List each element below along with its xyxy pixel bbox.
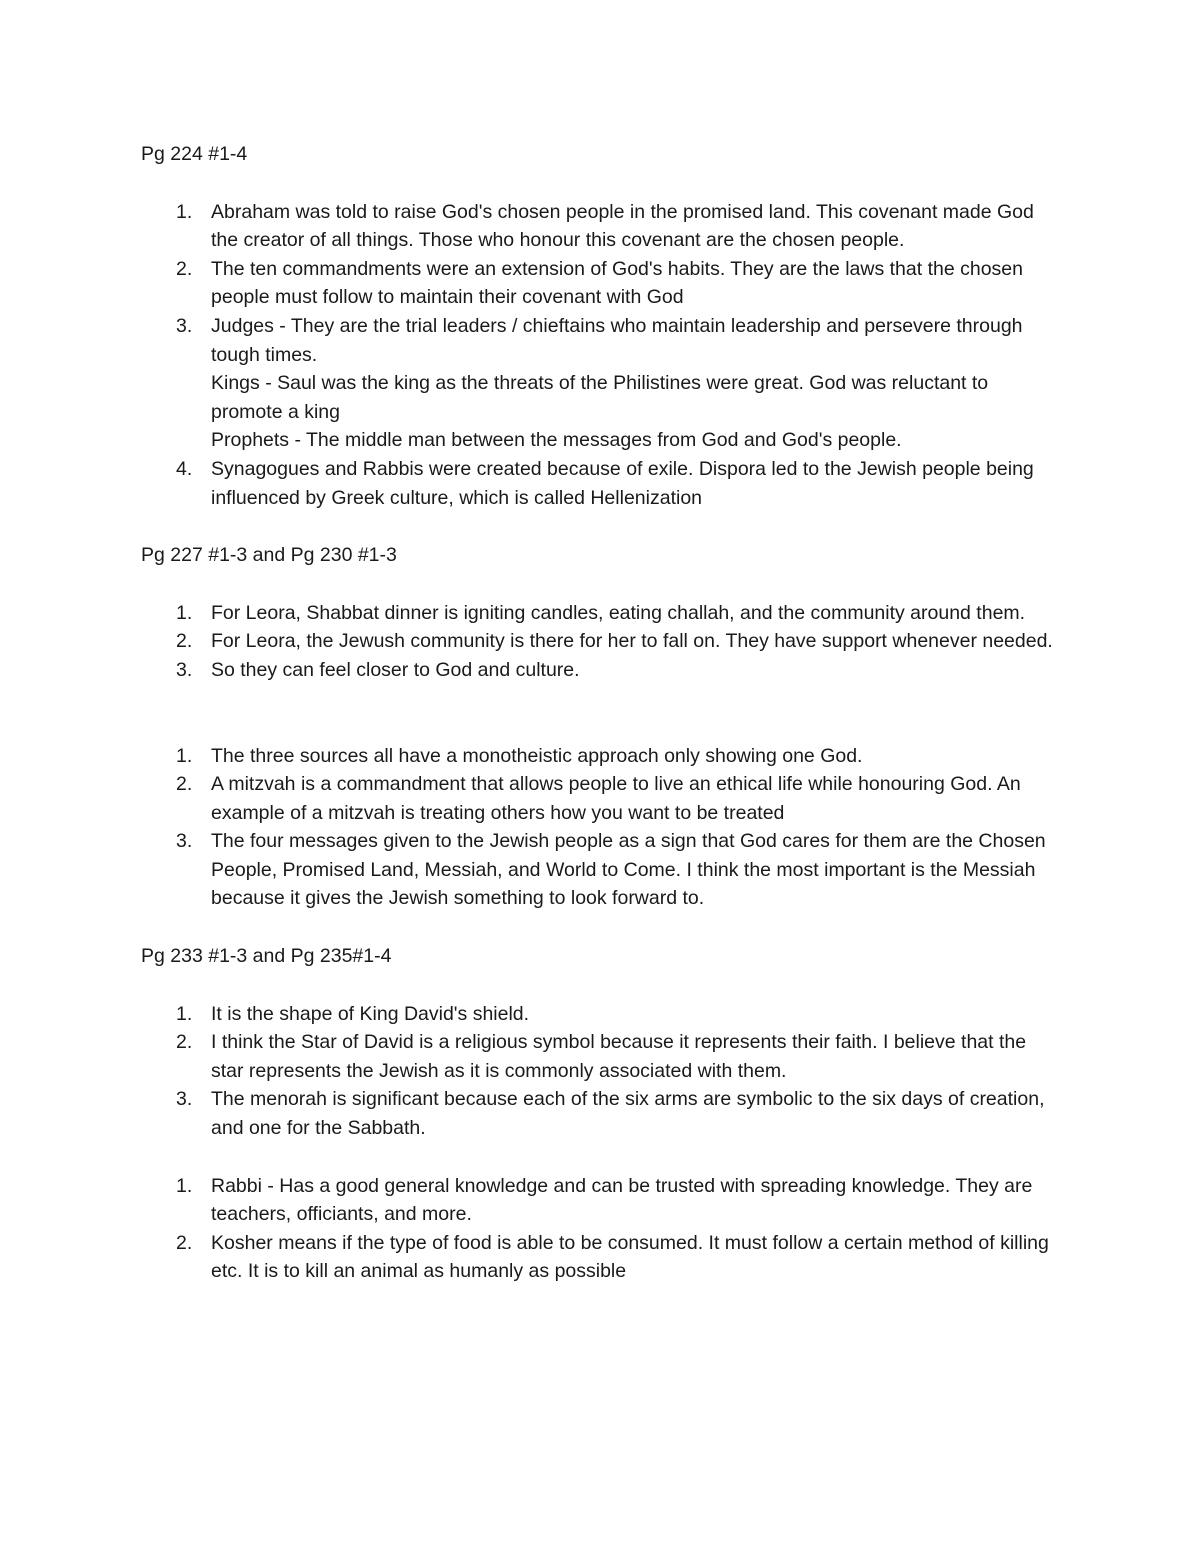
list-item	[141, 312, 1061, 455]
section-heading: Pg 227 #1-3 and Pg 230 #1-3	[141, 544, 397, 567]
list-number: 1.	[176, 1174, 193, 1197]
list-number: 3.	[176, 1088, 193, 1111]
list-item-text: It is the shape of King David's shield.	[211, 1002, 530, 1025]
list-item	[141, 770, 1061, 827]
list-item	[141, 656, 1061, 685]
list-item-text: For Leora, the Jewush community is there for her to fall on. They have support whenever needed.	[211, 630, 1053, 653]
section-heading: Pg 233 #1-3 and Pg 235#1-4	[141, 945, 392, 968]
list-item-text: A mitzvah is a commandment that allows people to live an ethical life while honouring God. An example of a mitzvah is treating others how you want to be treated	[211, 773, 1021, 824]
list-item-text: I think the Star of David is a religious symbol because it represents their faith. I believe that the star represents the Jewish as it is commonly associated with them.	[211, 1031, 1027, 1082]
list-item	[141, 1028, 1061, 1085]
list-item-text: The ten commandments were an extension of God's habits. They are the laws that the chosen people must follow to maintain their covenant with God	[211, 257, 1023, 309]
numbered-list	[141, 198, 1061, 513]
list-item-text: For Leora, Shabbat dinner is igniting candles, eating challah, and the community around them.	[211, 601, 1026, 624]
list-item	[141, 627, 1061, 656]
list-item	[141, 455, 1061, 512]
list-number: 1.	[176, 601, 193, 624]
list-number: 1.	[176, 1002, 193, 1025]
list-item-text: So they can feel closer to God and culture.	[211, 658, 580, 681]
numbered-list	[141, 742, 1061, 914]
list-number: 3.	[176, 830, 193, 853]
list-item-text: The three sources all have a monotheistic approach only showing one God.	[211, 744, 863, 767]
list-item	[141, 198, 1061, 255]
list-item-text: Kosher means if the type of food is able to be consumed. It must follow a certain method of killing etc. It is to kill an animal as humanly as possible	[211, 1231, 1049, 1283]
list-number: 2.	[176, 773, 193, 796]
numbered-list	[141, 599, 1061, 685]
list-item	[141, 742, 1061, 771]
list-item-text-prophets: Prophets - The middle man between the messages from God and God's people.	[211, 429, 902, 452]
list-number: 2.	[176, 1231, 193, 1254]
list-item	[141, 1229, 1061, 1286]
list-item-text: Synagogues and Rabbis were created because of exile. Dispora led to the Jewish people being influenced by Greek culture, which is called Hellenization	[211, 457, 1034, 509]
list-number: 2.	[176, 257, 193, 280]
list-item	[141, 599, 1061, 628]
list-number: 4.	[176, 457, 193, 480]
list-item	[141, 827, 1061, 913]
list-item-text: The four messages given to the Jewish people as a sign that God cares for them are the Chosen People, Promised Land, Messiah, and World to Come. I think the most important is the Messiah because it gives the Jewish something to look forward to.	[211, 830, 1046, 910]
list-item	[141, 1085, 1061, 1142]
list-item-text-judges: Judges - They are the trial leaders / chieftains who maintain leadership and persevere through tough times.	[211, 314, 1023, 366]
list-item	[141, 1000, 1061, 1029]
list-item	[141, 1172, 1061, 1229]
document-body	[141, 140, 1061, 1286]
section-heading: Pg 224 #1-4	[141, 143, 248, 165]
list-number: 3.	[176, 658, 193, 681]
list-item-text: Rabbi - Has a good general knowledge and can be trusted with spreading knowledge. They are teachers, officiants, and more.	[211, 1174, 1033, 1226]
list-number: 2.	[176, 630, 193, 653]
numbered-list	[141, 1172, 1061, 1286]
list-item	[141, 255, 1061, 312]
list-item-text: The menorah is significant because each of the six arms are symbolic to the six days of creation, and one for the Sabbath.	[211, 1088, 1045, 1140]
list-number: 2.	[176, 1031, 193, 1054]
numbered-list	[141, 1000, 1061, 1143]
list-item-text: Abraham was told to raise God's chosen people in the promised land. This covenant made God the creator of all things. Those who honour this covenant are the chosen people.	[211, 200, 1034, 252]
list-item-text-kings: Kings - Saul was the king as the threats of the Philistines were great. God was reluctant to promote a king	[211, 372, 989, 423]
list-number: 3.	[176, 314, 193, 337]
list-number: 1.	[176, 744, 193, 767]
list-number: 1.	[176, 200, 193, 223]
